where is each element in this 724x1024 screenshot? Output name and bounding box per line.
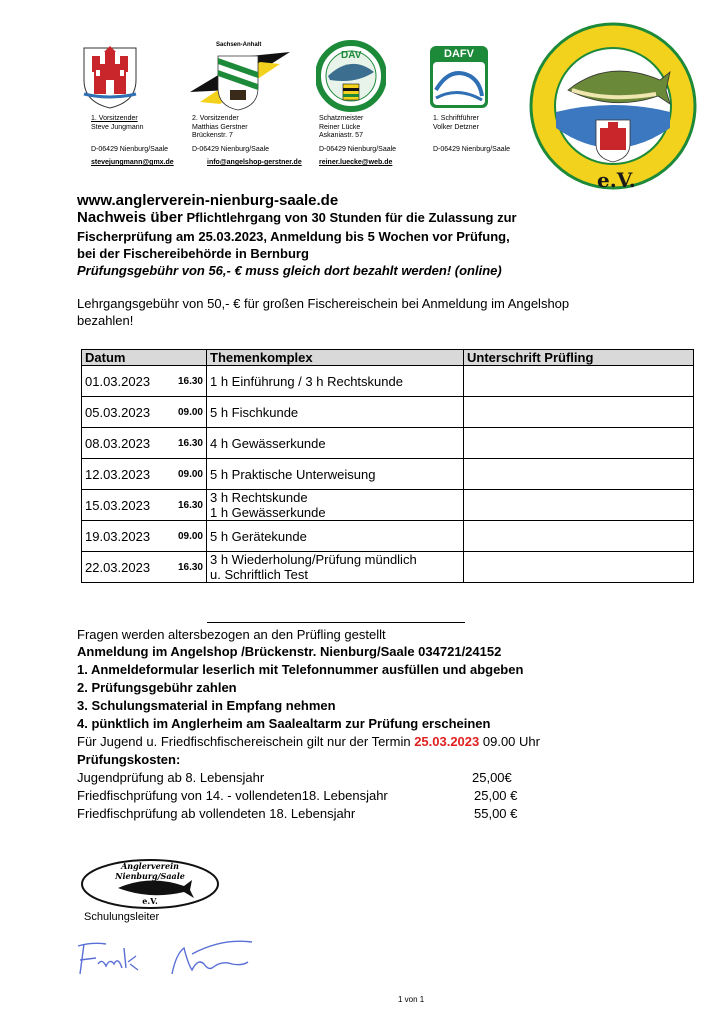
club-stamp bbox=[80, 858, 220, 910]
contact-name: Reiner Lücke bbox=[319, 123, 361, 131]
stamp-bottom-text: e.V. bbox=[142, 896, 158, 906]
signature-cell[interactable] bbox=[464, 397, 694, 428]
date: 19.03.2023 bbox=[85, 528, 151, 544]
cost-item-label: Friedfischprüfung ab vollendeten 18. Lebensjahr bbox=[77, 806, 356, 821]
header-date: Datum bbox=[82, 350, 207, 366]
contact-street: Askaniastr. 57 bbox=[319, 132, 363, 139]
sachsen-anhalt-logo bbox=[190, 42, 290, 112]
step-3: 3. Schulungsmaterial in Empfang nehmen bbox=[77, 698, 336, 713]
topic: 3 h Wiederholung/Prüfung mündlich bbox=[210, 552, 417, 567]
exam-costs-title: Prüfungskosten: bbox=[77, 752, 181, 767]
dafv-logo bbox=[430, 46, 488, 108]
contact-vice-chairman bbox=[192, 115, 269, 154]
contact-chairman bbox=[91, 115, 168, 155]
contact-role: 1. Vorsitzender bbox=[91, 115, 138, 122]
date: 15.03.2023 bbox=[85, 497, 151, 513]
topic-cell bbox=[207, 397, 464, 428]
separator-line bbox=[207, 622, 465, 623]
topic: 5 h Gerätekunde bbox=[210, 528, 307, 544]
table-row bbox=[82, 397, 694, 428]
signature-cell[interactable] bbox=[464, 521, 694, 552]
table-row bbox=[82, 521, 694, 552]
email-link-vice-chairman[interactable]: info@angelshop-gerstner.de bbox=[207, 159, 302, 166]
time: 09.00 bbox=[177, 530, 203, 542]
topic: 1 h Einführung / 3 h Rechtskunde bbox=[210, 373, 403, 389]
header-signature: Unterschrift Prüfling bbox=[464, 350, 694, 366]
topic-line2: u. Schriftlich Test bbox=[210, 567, 309, 582]
exam-fee-note: Prüfungsgebühr von 56,- € muss gleich dort bezahlt werden! (online) bbox=[77, 263, 502, 278]
topic-cell bbox=[207, 552, 464, 583]
topic-cell bbox=[207, 459, 464, 490]
youth-exam-note bbox=[77, 734, 540, 750]
course-title-line1 bbox=[77, 210, 517, 226]
contact-street: Brückenstr. 7 bbox=[192, 132, 233, 139]
signature-cell[interactable] bbox=[464, 552, 694, 583]
step-4: 4. pünktlich im Anglerheim am Saalealtarm zur Prüfung erscheinen bbox=[77, 716, 491, 731]
topic-cell bbox=[207, 490, 464, 521]
signature-cell[interactable] bbox=[464, 490, 694, 521]
course-title-bold: Nachweis über bbox=[77, 209, 183, 226]
youth-note-post: 09.00 Uhr bbox=[479, 734, 540, 749]
contact-role: 1. Schriftführer bbox=[433, 115, 479, 122]
club-logo bbox=[528, 8, 698, 204]
topic: 3 h Rechtskunde bbox=[210, 490, 308, 505]
cost-item-price: 55,00 € bbox=[474, 806, 518, 821]
dav-logo bbox=[316, 40, 386, 112]
table-row bbox=[82, 552, 694, 583]
schedule-table bbox=[81, 349, 694, 583]
contact-city: D-06429 Nienburg/Saale bbox=[433, 146, 511, 153]
date-cell bbox=[82, 490, 207, 521]
topic: 5 h Fischkunde bbox=[210, 404, 299, 420]
cost-item-price: 25,00 € bbox=[474, 788, 518, 803]
youth-note-pre: Für Jugend u. Friedfischfischereischein gilt nur der Termin bbox=[77, 734, 415, 749]
table-row bbox=[82, 428, 694, 459]
time: 16.30 bbox=[177, 437, 203, 449]
handwritten-signature bbox=[72, 934, 262, 982]
course-fee-line2: bezahlen! bbox=[77, 313, 134, 328]
contact-city: D-06429 Nienburg/Saale bbox=[192, 145, 270, 153]
sachsen-anhalt-label: Sachsen-Anhalt bbox=[216, 42, 262, 48]
contact-name: Matthias Gerstner bbox=[192, 123, 248, 131]
topic-line2: 1 h Gewässerkunde bbox=[210, 505, 326, 520]
date-cell bbox=[82, 428, 207, 459]
topic-cell bbox=[207, 521, 464, 552]
signature-cell[interactable] bbox=[464, 428, 694, 459]
youth-exam-date: 25.03.2023 bbox=[414, 734, 480, 749]
topic: 5 h Praktische Unterweisung bbox=[210, 466, 376, 482]
contact-secretary bbox=[433, 115, 510, 155]
table-header-row bbox=[82, 350, 694, 366]
step-1: 1. Anmeldeformular leserlich mit Telefonnummer ausfüllen und abgeben bbox=[77, 662, 524, 677]
date-cell bbox=[82, 397, 207, 428]
time: 09.00 bbox=[177, 468, 203, 480]
nienburg-coat-of-arms-logo bbox=[80, 44, 140, 110]
time: 16.30 bbox=[177, 561, 203, 573]
step-2: 2. Prüfungsgebühr zahlen bbox=[77, 680, 237, 695]
contact-role: 2. Vorsitzender bbox=[192, 115, 239, 122]
contact-treasurer bbox=[319, 115, 396, 154]
contact-city: D-06429 Nienburg/Saale bbox=[91, 146, 169, 153]
topic-cell bbox=[207, 428, 464, 459]
date: 05.03.2023 bbox=[85, 404, 151, 420]
signature-cell[interactable] bbox=[464, 366, 694, 397]
page-number: 1 von 1 bbox=[398, 995, 425, 1004]
course-title-line3: bei der Fischereibehörde in Bernburg bbox=[77, 246, 309, 261]
course-fee-line1: Lehrgangsgebühr von 50,- € für großen Fischereischein bei Anmeldung im Angelshop bbox=[77, 296, 570, 311]
contact-role: Schatzmeister bbox=[319, 115, 364, 122]
signature-cell[interactable] bbox=[464, 459, 694, 490]
date: 08.03.2023 bbox=[85, 435, 151, 451]
course-title-line2: Fischerprüfung am 25.03.2023, Anmeldung bis 5 Wochen vor Prüfung, bbox=[77, 229, 510, 244]
header-topic: Themenkomplex bbox=[207, 350, 464, 366]
table-row bbox=[82, 490, 694, 521]
signature-role: Schulungsleiter bbox=[84, 911, 160, 923]
cost-item-price: 25,00€ bbox=[472, 770, 512, 785]
contact-name: Volker Detzner bbox=[433, 123, 479, 131]
time: 09.00 bbox=[177, 406, 203, 418]
date-cell bbox=[82, 552, 207, 583]
cost-item-label: Friedfischprüfung von 14. - vollendeten18. Lebensjahr bbox=[77, 788, 388, 803]
time: 16.30 bbox=[177, 375, 203, 387]
website-url[interactable]: www.anglerverein-nienburg-saale.de bbox=[77, 192, 339, 209]
dafv-label: DAFV bbox=[444, 48, 474, 60]
club-ev-label: e.V. bbox=[597, 168, 636, 192]
email-link-chairman[interactable]: stevejungmann@gmx.de bbox=[91, 159, 174, 166]
dav-label: DAV bbox=[341, 50, 362, 61]
topic-cell bbox=[207, 366, 464, 397]
date-cell bbox=[82, 366, 207, 397]
contact-name: Steve Jungmann bbox=[91, 123, 144, 131]
questions-note: Fragen werden altersbezogen an den Prüfling gestellt bbox=[77, 627, 386, 642]
time: 16.30 bbox=[177, 499, 203, 511]
table-row bbox=[82, 459, 694, 490]
topic: 4 h Gewässerkunde bbox=[210, 435, 326, 451]
date-cell bbox=[82, 521, 207, 552]
date: 12.03.2023 bbox=[85, 466, 151, 482]
date: 22.03.2023 bbox=[85, 559, 151, 575]
date-cell bbox=[82, 459, 207, 490]
stamp-top-text: Anglerverein Nienburg/Saale bbox=[115, 861, 185, 881]
registration-info: Anmeldung im Angelshop /Brückenstr. Nienburg/Saale 034721/24152 bbox=[77, 644, 502, 659]
date: 01.03.2023 bbox=[85, 373, 151, 389]
table-row bbox=[82, 366, 694, 397]
course-title-rest: Pflichtlehrgang von 30 Stunden für die Zulassung zur bbox=[182, 210, 517, 225]
contact-city: D-06429 Nienburg/Saale bbox=[319, 145, 397, 153]
cost-item-label: Jugendprüfung ab 8. Lebensjahr bbox=[77, 770, 265, 785]
email-link-treasurer[interactable]: reiner.luecke@web.de bbox=[319, 159, 393, 166]
